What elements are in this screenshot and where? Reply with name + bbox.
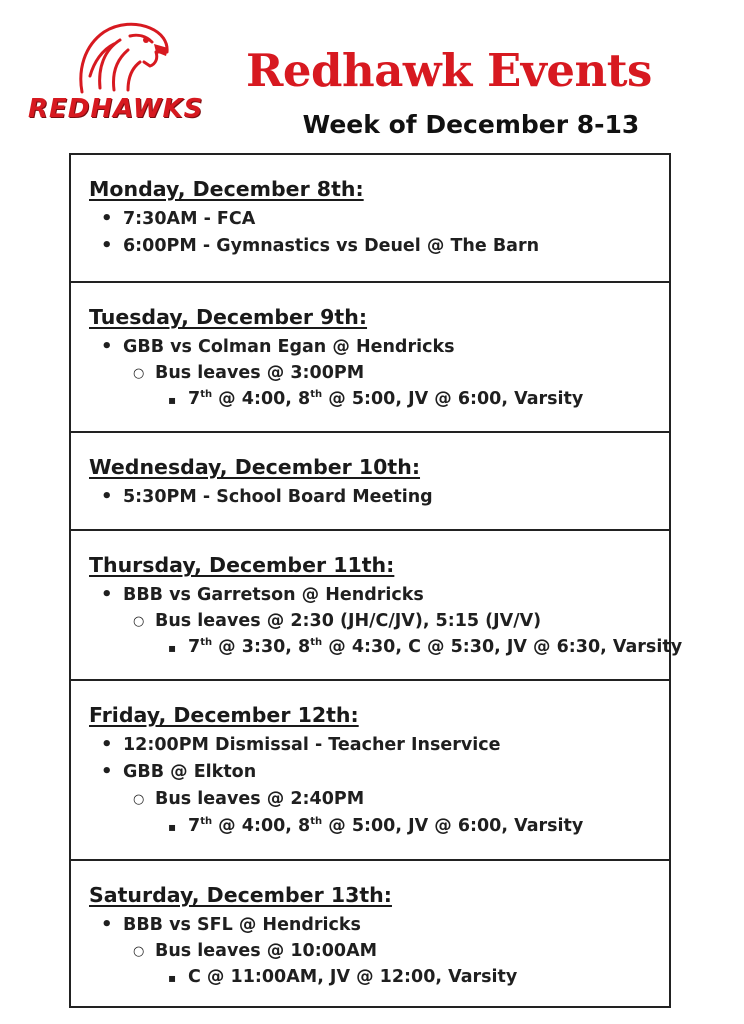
event-detail: ▪ 7th @ 3:30, 8th @ 4:30, C @ 5:30, JV @ 6:30, Varsity — [188, 637, 682, 657]
day-thursday — [71, 531, 683, 681]
event-detail: ▪ C @ 11:00AM, JV @ 12:00, Varsity — [188, 967, 517, 987]
page-title: Redhawk Events — [246, 44, 652, 97]
day-wednesday — [71, 433, 669, 531]
event-item: • 6:00PM - Gymnastics vs Deuel @ The Barn — [123, 236, 539, 256]
day-title: Thursday, December 11th: — [89, 553, 395, 577]
day-title: Tuesday, December 9th: — [89, 305, 368, 329]
event-item: • GBB @ Elkton — [123, 762, 256, 782]
day-title: Monday, December 8th: — [89, 177, 364, 201]
event-item: • 7:30AM - FCA — [123, 209, 255, 229]
event-item: • GBB vs Colman Egan @ Hendricks — [123, 337, 455, 357]
day-tuesday — [71, 283, 669, 433]
day-title: Wednesday, December 10th: — [89, 455, 421, 479]
day-saturday — [71, 861, 669, 1008]
day-title: Friday, December 12th: — [89, 703, 359, 727]
day-monday — [71, 155, 669, 283]
event-detail: ▪ 7th @ 4:00, 8th @ 5:00, JV @ 6:00, Varsity — [188, 816, 583, 836]
schedule-table — [69, 153, 683, 1008]
event-subitem: ○ Bus leaves @ 2:30 (JH/C/JV), 5:15 (JV/V) — [155, 611, 541, 631]
event-subitem: ○ Bus leaves @ 2:40PM — [155, 789, 364, 809]
logo-wordmark: REDHAWKS — [28, 94, 204, 124]
event-item: • BBB vs Garretson @ Hendricks — [123, 585, 424, 605]
event-subitem: ○ Bus leaves @ 10:00AM — [155, 941, 377, 961]
redhawks-logo — [26, 18, 228, 130]
event-item: • 12:00PM Dismissal - Teacher Inservice — [123, 735, 501, 755]
event-item: • BBB vs SFL @ Hendricks — [123, 915, 361, 935]
day-title: Saturday, December 13th: — [89, 883, 392, 907]
redhawk-head-icon — [70, 18, 170, 98]
page-subtitle: Week of December 8-13 — [302, 110, 640, 139]
event-subitem: ○ Bus leaves @ 3:00PM — [155, 363, 364, 383]
event-detail: ▪ 7th @ 4:00, 8th @ 5:00, JV @ 6:00, Varsity — [188, 389, 583, 409]
day-friday — [71, 681, 669, 861]
event-item: • 5:30PM - School Board Meeting — [123, 487, 433, 507]
